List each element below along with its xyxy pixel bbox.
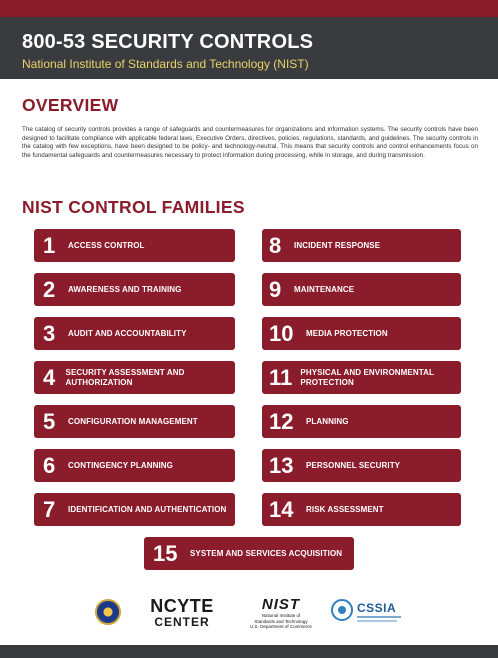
family-name: IDENTIFICATION AND AUTHENTICATION [68,504,227,514]
nist-wordmark: NIST [261,596,301,613]
family-name: INCIDENT RESPONSE [294,240,381,250]
family-number: 13 [269,452,294,478]
family-name: AUDIT AND ACCOUNTABILITY [68,328,187,338]
ncyte-center-logo [143,597,221,628]
family-name: MAINTENANCE [294,284,355,294]
family-name: RISK ASSESSMENT [306,504,384,514]
family-number: 10 [269,320,294,346]
family-name: CONFIGURATION MANAGEMENT [68,416,198,426]
family-name: CONTINGENCY PLANNING [68,460,173,470]
family-number: 1 [43,232,56,258]
family-card-access-control [34,229,235,262]
cssia-logo [331,599,403,627]
control-families-heading: NIST CONTROL FAMILIES [22,197,245,217]
family-card-identification-authentication [34,493,235,526]
nsf-seal-logo [95,599,121,625]
page-title: 800-53 SECURITY CONTROLS [22,31,314,53]
overview-heading: OVERVIEW [22,95,119,115]
family-number: 12 [269,408,294,434]
family-number: 5 [43,408,56,434]
ncyte-wordmark: NCYTE [150,596,214,616]
family-card-configuration-management [34,405,235,438]
cssia-tagline-bar [357,620,397,622]
cssia-globe-icon [331,599,353,621]
family-name: PERSONNEL SECURITY [306,460,401,470]
family-card-audit-accountability [34,317,235,350]
family-card-personnel-security [262,449,461,482]
family-card-contingency-planning [34,449,235,482]
ncyte-center-word: CENTER [154,615,210,629]
nist-line-1: National Institute of [261,613,301,618]
family-number: 9 [269,276,282,302]
nist-line-3: U.S. Department of Commerce [250,624,312,629]
family-card-risk-assessment [262,493,461,526]
family-number: 2 [43,276,56,302]
family-card-physical-environmental [262,361,461,394]
family-number: 11 [269,364,293,390]
family-name: AWARENESS AND TRAINING [68,284,182,294]
page-header [0,17,498,79]
cssia-wordmark: CSSIA [357,601,397,615]
family-card-system-services-acquisition [144,537,354,570]
family-card-incident-response [262,229,461,262]
family-number: 7 [43,496,56,522]
nist-logo [245,597,317,630]
family-card-security-assessment [34,361,235,394]
family-number: 8 [269,232,282,258]
partner-logos [0,597,498,629]
family-name: ACCESS CONTROL [68,240,145,250]
family-card-media-protection [262,317,461,350]
page-footer-bar [0,645,498,658]
page-subtitle: National Institute of Standards and Technology (NIST) [22,57,309,71]
overview-text: The catalog of security controls provides a range of safeguards and countermeasures for organizations and information systems. The security controls have been designed to facilitate compliance with applicable federal laws, Executive Orders, directives, policies, regulations, standards, and guidelines. The security controls in the catalog with few exceptions, have been designed to be policy- and technology-neutral. This means that security controls and control enhancements focus on the fundamental safeguards and countermeasures necessary to protect information during processing, while in storage, and during transmission. [22,126,478,159]
family-card-maintenance [262,273,461,306]
family-name: MEDIA PROTECTION [306,328,388,338]
family-name: PLANNING [306,416,349,426]
cssia-tagline-bar [357,616,401,618]
top-accent-stripe [0,0,498,17]
family-name: SECURITY ASSESSMENT AND AUTHORIZATION [65,368,185,387]
family-number: 4 [43,364,56,390]
family-name: SYSTEM AND SERVICES ACQUISITION [190,548,343,558]
family-card-planning [262,405,461,438]
family-name: PHYSICAL AND ENVIRONMENTAL PROTECTION [300,368,434,387]
family-number: 3 [43,320,56,346]
family-number: 14 [269,496,294,522]
family-card-awareness-training [34,273,235,306]
family-number: 15 [153,540,178,566]
nist-line-2: Standards and Technology [254,618,308,624]
family-number: 6 [43,452,56,478]
